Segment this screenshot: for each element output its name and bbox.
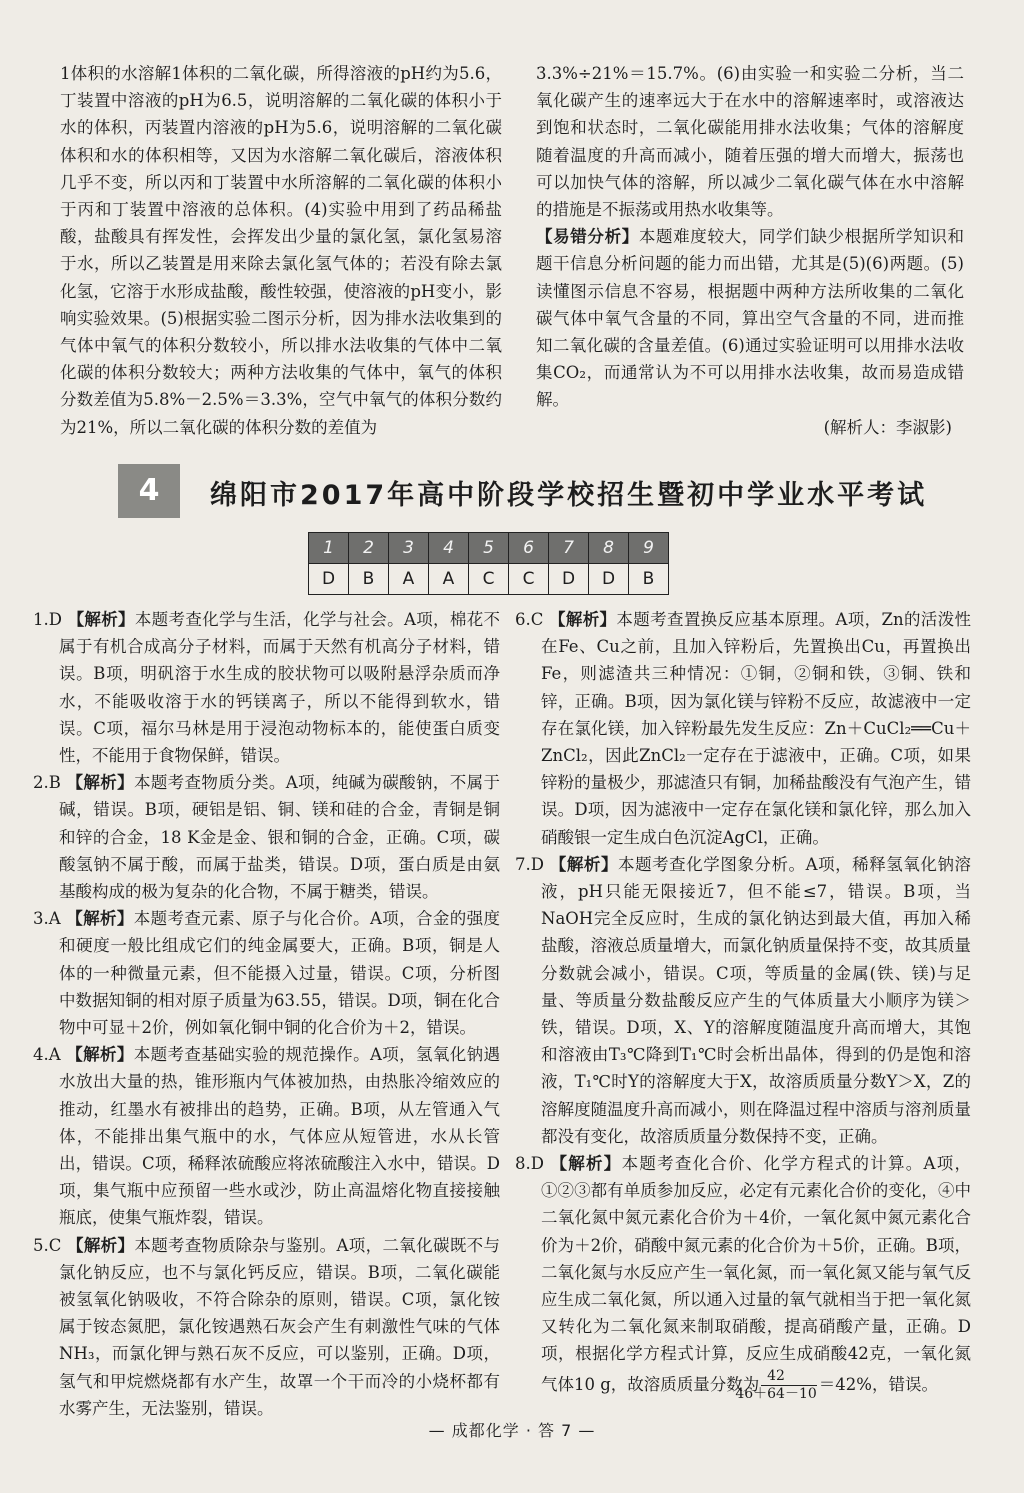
item-prefix: 8.D — [515, 1154, 544, 1174]
error-analysis-text: 本题难度较大，同学们缺少根据所学知识和题干信息分析问题的能力而出错，尤其是(5)(6)两题。(5)读懂图示信息不容易，根据题中两种方法所收集的二氧化碳气体中氧气含量的不同，算出空气含量的不同，进而推知二氧化碳的含量差值。(6)通过实验证明可以用排水法收集CO₂，而通常认为不可以用排水法收集，故而易造成错解。 — [536, 227, 965, 410]
answer-numbers-row — [309, 533, 669, 564]
item-text: 本题考查元素、原子与化合价。A项，合金的强度和硬度一般比组成它们的纯金属要大，正确。B项，铜是人体的一种微量元素，但不能摄入过量，错误。C项，分析图中数据知铜的相对原子质量为63.55，错误。D项，铜在化合物中可显＋2价，例如氧化铜中铜的化合价为＋2，错误。 — [59, 909, 501, 1038]
answer-letter-cell: D — [589, 564, 629, 595]
mass-fraction-formula — [735, 1367, 817, 1403]
item-text: 本题考查基础实验的规范操作。A项，氢氧化钠遇水放出大量的热，锥形瓶内气体被加热，由热胀冷缩效应的推动，红墨水有被排出的趋势，正确。B项，从左管通入气体，不能排出集气瓶中的水，气体应从短管进，水从长管出，错误。C项，稀释浓硫酸应将浓硫酸注入水中，错误。D项，集气瓶中应预留一些水或沙，防止高温熔化物直接接触瓶底，使集气瓶炸裂，错误。 — [59, 1045, 501, 1228]
item-prefix: 4.A — [33, 1045, 61, 1065]
item-text: 本题考查化合价、化学方程式的计算。A项，①②③都有单质参加反应，必定有元素化合价的变化，④中二氧化氮中氮元素化合价为＋4价，一氧化氮中氮元素化合价为＋2价，硝酸中氮元素的化合价为＋5价，正确。B项，二氧化氮与水反应产生一氧化氮，而一氧化氮又能与氧气反应生成二氧化氮，所以通入过量的氧气就相当于把一氧化氮又转化为二氧化氮来制取硝酸，提高硝酸产量，正确。D项，根据化学方程式计算，反应生成硝酸42克，一氧化氮气体10 g，故溶质质量分数为 — [541, 1154, 972, 1394]
continued-analysis-paragraph: 1体积的水溶解1体积的二氧化碳，所得溶液的pH约为5.6，丁装置中溶液的pH为6.5，说明溶解的二氧化碳的体积小于水的体积，丙装置内溶液的pH为5.6，说明溶解的二氧化碳体积和水的体积相等，又因为水溶解二氧化碳后，溶液体积几乎不变，所以丙和丁装置中水所溶解的二氧化碳的体积小于丙和丁装置中溶液的总体积。(4)实验中用到了药品稀盐酸，盐酸具有挥发性，会挥发出少量的氯化氢，氯化氢易溶于水，所以乙装置是用来除去氯化氢气体的；若没有除去氯化氢，它溶于水形成盐酸，酸性较强，使溶液的pH变小，影响实验效果。(5)根据实验二图示分析，因为排水法收集到的气体中氧气的体积分数较小，所以排水法收集的气体中二氧化碳的体积分数较大；两种方法收集的气体中，氧气的体积分数差值为5.8%－2.5%＝3.3%，空气中氧气的体积分数约为21%，所以二氧化碳的体积分数的差值为 — [60, 64, 502, 437]
error-analysis — [536, 223, 964, 413]
answer-letter-cell: A — [389, 564, 429, 595]
top-left-column — [60, 60, 502, 441]
section-number: 4 — [118, 464, 180, 518]
answer-number-cell: 1 — [309, 533, 349, 564]
answer-number-cell: 3 — [389, 533, 429, 564]
answer-item-2 — [33, 769, 500, 905]
answer-letter-cell: C — [469, 564, 509, 595]
answer-number-cell: 5 — [469, 533, 509, 564]
continued-analysis-paragraph-right: 3.3%÷21%＝15.7%。(6)由实验一和实验二分析，当二氧化碳产生的速率远大于在水中的溶解速率时，或溶液达到饱和状态时，二氧化碳能用排水法收集；气体的溶解度随着温度的升高而减小，随着压强的增大而增大，振荡也可以加快气体的溶解，所以减少二氧化碳气体在水中溶解的措施是不振荡或用热水收集等。 — [536, 64, 964, 220]
analysis-tag: 【解析】 — [549, 854, 619, 874]
answer-letter-cell: D — [309, 564, 349, 595]
top-right-column — [536, 60, 964, 441]
answer-letters-row — [309, 564, 669, 595]
answer-item-5 — [33, 1232, 500, 1422]
answer-letter-cell: D — [549, 564, 589, 595]
answer-item-1 — [33, 606, 500, 769]
page-footer: — 成都化学 · 答 7 — — [428, 1421, 596, 1440]
item-prefix: 1.D — [33, 610, 62, 629]
item-text: 本题考查化学图象分析。A项，稀释氢氧化钠溶液，pH只能无限接近7，但不能≤7，错误。B项，当NaOH完全反应时，生成的氯化钠达到最大值，再加入稀盐酸，溶液总质量增大，而氯化钠质量保持不变，故其质量分数就会减小，错误。C项，等质量的金属(铁、镁)与足量、等质量分数盐酸反应产生的气体质量大小顺序为镁＞铁，错误。D项，X、Y的溶解度随温度升高而增大，其饱和溶液由T₃℃降到T₁℃时会析出晶体，得到的仍是饱和溶液，T₁℃时Y的溶解度大于X，故溶质质量分数Y＞X，Z的溶解度随温度升高而减小，则在降温过程中溶质与溶剂质量都没有变化，故溶质质量分数保持不变，正确。 — [541, 854, 972, 1146]
analysis-tag: 【解析】 — [66, 1045, 134, 1065]
analysis-tag: 【解析】 — [66, 1235, 135, 1255]
answer-number-cell: 4 — [429, 533, 469, 564]
item-prefix: 3.A — [33, 909, 61, 929]
item-prefix: 6.C — [515, 610, 544, 629]
answer-number-cell: 7 — [549, 533, 589, 564]
item-text: 本题考查置换反应基本原理。A项，Zn的活泼性在Fe、Cu之前，且加入锌粉后，先置换出Cu，再置换出Fe，则滤渣共三种情况：①铜，②铜和铁，③铜、铁和锌，正确。B项，因为氯化镁与锌粉不反应，故滤液中一定存在氯化镁，加入锌粉最先发生反应：Zn＋CuCl₂══Cu＋ZnCl₂，因此ZnCl₂一定存在于滤液中，正确。C项，如果锌粉的量极少，那滤渣只有铜，加稀盐酸没有气泡产生，错误。D项，因为滤液中一定存在氯化镁和氯化锌，那么加入硝酸银一定生成白色沉淀AgCl，正确。 — [541, 610, 972, 847]
fraction-numerator: 42 — [761, 1368, 816, 1386]
section-banner — [118, 464, 968, 518]
bottom-left-column — [33, 606, 500, 1422]
analysis-tag: 【解析】 — [550, 1154, 622, 1174]
item-text: 本题考查物质分类。A项，纯碱为碳酸钠，不属于碱，错误。B项，硬铝是铝、铜、镁和硅的合金，青铜是铜和锌的合金，18 K金是金、银和铜的合金，正确。C项，碳酸氢钠不属于酸，而属于盐类，错误。D项，蛋白质是由氨基酸构成的极为复杂的化合物，不属于糖类，错误。 — [59, 773, 501, 902]
answer-number-cell: 9 — [629, 533, 669, 564]
item-prefix: 5.C — [33, 1235, 62, 1255]
analysis-tag: 【解析】 — [66, 773, 134, 793]
answer-item-6 — [515, 606, 971, 851]
item-tail: ＝42%，错误。 — [818, 1374, 938, 1394]
answer-number-cell: 6 — [509, 533, 549, 564]
analysis-tag: 【解析】 — [548, 610, 617, 629]
section-title: 绵阳市2017年高中阶段学校招生暨初中学业水平考试 — [210, 480, 928, 511]
item-prefix: 2.B — [33, 773, 61, 793]
answer-letter-cell: B — [349, 564, 389, 595]
answer-letter-cell: C — [509, 564, 549, 595]
fraction-denominator: 46＋64－10 — [735, 1385, 817, 1402]
error-analysis-tag: 【易错分析】 — [536, 227, 639, 247]
answer-key-table — [308, 532, 669, 595]
analysis-tag: 【解析】 — [67, 610, 135, 629]
answer-number-cell: 2 — [349, 533, 389, 564]
answer-item-3 — [33, 905, 500, 1041]
answer-item-7 — [515, 851, 971, 1150]
answer-letter-cell: B — [629, 564, 669, 595]
bottom-right-column — [515, 606, 971, 1403]
answer-item-4 — [33, 1041, 500, 1231]
analysis-tag: 【解析】 — [66, 909, 134, 929]
answer-item-8 — [515, 1150, 971, 1403]
item-text: 本题考查化学与生活，化学与社会。A项，棉花不属于有机合成高分子材料，而属于天然有机高分子材料，错误。B项，明矾溶于水生成的胶状物可以吸附悬浮杂质而净水，不能吸收溶于水的钙镁离子，所以不能得到软水，错误。C项，福尔马林是用于浸泡动物标本的，能使蛋白质变性，不能用于食物保鲜，错误。 — [59, 610, 501, 766]
answer-number-cell: 8 — [589, 533, 629, 564]
item-text: 本题考查物质除杂与鉴别。A项，二氧化碳既不与氯化钠反应，也不与氯化钙反应，错误。B项，二氧化碳能被氢氧化钠吸收，不符合除杂的原则，错误。C项，氯化铵属于铵态氮肥，氯化铵遇熟石灰会产生有刺激性气味的气体NH₃，而氯化钾与熟石灰不反应，可以鉴别，正确。D项，氢气和甲烷燃烧都有水产生，故罩一个干而冷的小烧杯都有水雾产生，无法鉴别，错误。 — [59, 1235, 501, 1418]
answer-letter-cell: A — [429, 564, 469, 595]
item-prefix: 7.D — [515, 854, 544, 874]
analyst-signature: (解析人：李淑影) — [823, 417, 952, 437]
